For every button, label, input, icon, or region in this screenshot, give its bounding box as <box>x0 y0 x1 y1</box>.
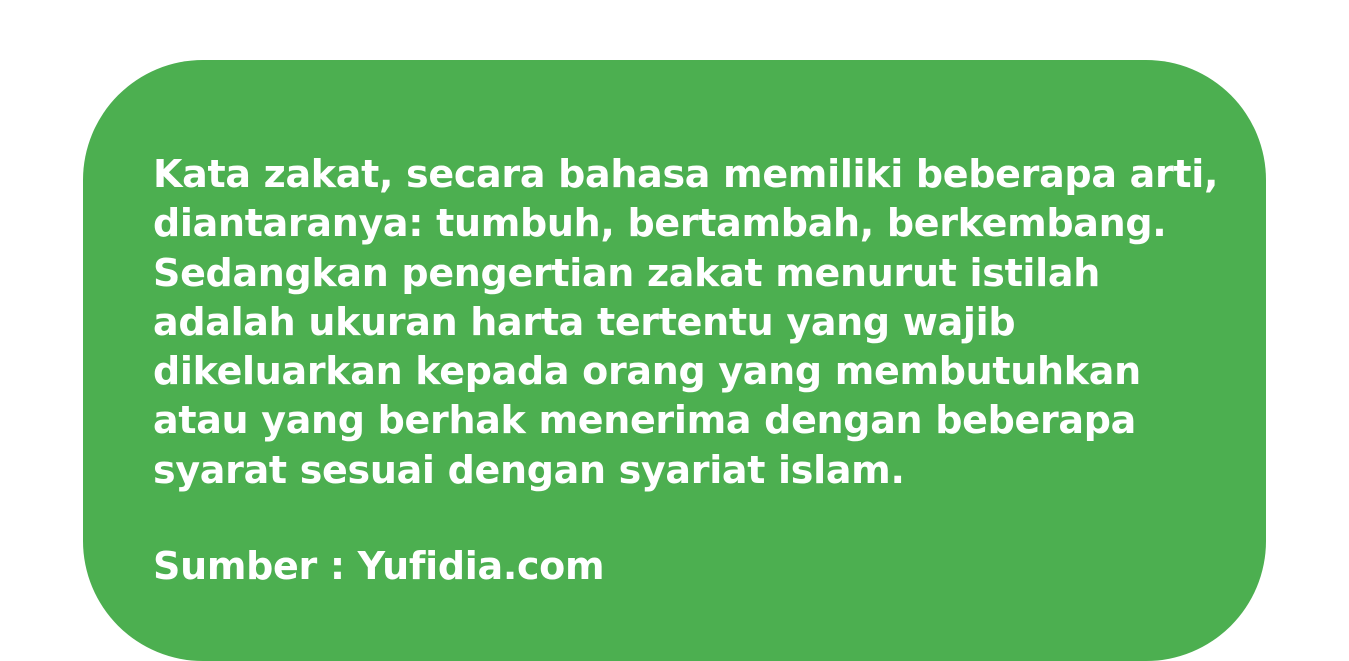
definition-line: diantaranya: tumbuh, bertambah, berkembang. <box>153 201 1167 246</box>
source-credit: Sumber : Yufidia.com <box>153 544 605 588</box>
definition-line: Kata zakat, secara bahasa memiliki beberapa arti, <box>153 152 1219 196</box>
definition-line: syarat sesuai dengan syariat islam. <box>153 447 905 492</box>
definition-line: adalah ukuran harta tertentu yang wajib <box>153 299 1016 344</box>
definition-line: Sedangkan pengertian zakat menurut istilah <box>153 250 1100 295</box>
definition-line: atau yang berhak menerima dengan beberapa <box>153 398 1136 443</box>
definition-line: dikeluarkan kepada orang yang membutuhkan <box>153 349 1141 394</box>
zakat-definition-text <box>153 150 1233 495</box>
